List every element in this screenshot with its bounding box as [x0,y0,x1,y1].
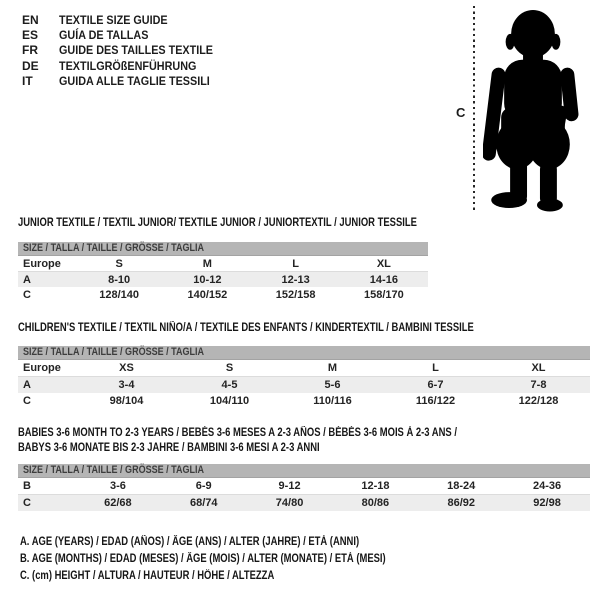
row-label: A [23,379,31,391]
cell-value: 140/152 [187,288,228,301]
language-code: ES [22,28,39,43]
cell-value: 110/116 [313,395,352,407]
language-title: TEXTILE SIZE GUIDE [59,13,168,27]
row-label: C [23,395,31,407]
childrens-textile-table [18,321,590,409]
table-row [18,495,590,512]
cell-value: 122/128 [518,395,559,407]
row-label: A [23,273,31,286]
table-title-line [18,426,590,441]
table-row [18,287,428,302]
cell-value: 80/86 [361,497,390,509]
table-title-text: BABYS 3-6 MONATE BIS 2-3 JAHRE / BAMBINI 3-6 MESI A 2-3 ANNI [18,442,320,454]
cell-value: 7-8 [530,379,547,391]
cell-value: 152/158 [275,288,316,301]
cell-value: 18-24 [447,480,476,492]
language-code: IT [22,73,33,88]
language-title: TEXTILGRÖßENFÜHRUNG [59,58,197,73]
size-header-label: SIZE / TALLA / TAILLE / GRÖSSE / TAGLIA [23,464,205,476]
cell-value: 14-16 [369,273,398,286]
table-title-line [18,321,590,336]
cell-value: M [327,362,338,374]
table-row [18,478,590,495]
table-row [18,377,590,394]
cell-value: 6-9 [195,480,212,492]
cell-value: S [115,257,123,270]
table-title-text: JUNIOR TEXTILE / TEXTIL JUNIOR/ TEXTILE JUNIOR / JUNIORTEXTIL / JUNIOR TESSILE [18,217,417,229]
measure-legend [20,534,466,584]
cell-value: 74/80 [275,497,304,509]
cell-value: 3-6 [109,480,126,492]
cell-value: 98/104 [109,395,144,407]
row-label: C [23,497,31,509]
table-title [18,321,590,336]
cell-value: XL [376,257,391,270]
cell-value: 68/74 [189,497,218,509]
cell-value: 12-13 [281,273,310,286]
size-table [18,478,590,511]
cell-value: 24-36 [533,480,562,492]
legend-line [20,568,466,585]
junior-textile-table [18,216,428,302]
baby-silhouette-image [483,8,583,212]
row-label: B [23,480,31,492]
cell-value: 104/110 [209,395,250,407]
table-title-text: CHILDREN'S TEXTILE / TEXTIL NIÑO/A / TEXTILE DES ENFANTS / KINDERTEXTIL / BAMBINI TESSILE [18,322,474,334]
language-row [22,13,230,28]
cell-value: 5-6 [324,379,341,391]
cell-value: 116/122 [415,395,456,407]
cell-value: 9-12 [278,480,301,492]
language-row [22,28,230,43]
cell-value: 92/98 [533,497,561,509]
size-header-bar [18,242,428,256]
table-title [18,216,428,231]
cell-value: 62/68 [104,497,132,509]
size-header-bar [18,464,590,478]
row-label: Europe [23,257,61,270]
cell-value: L [432,362,439,374]
language-row [22,74,230,89]
language-title: GUIDA ALLE TAGLIE TESSILI [59,73,210,88]
cell-value: 8-10 [108,273,131,286]
table-row [18,360,590,377]
table-row [18,256,428,272]
table-title-text: BABIES 3-6 MONTH TO 2-3 YEARS / BEBÉS 3-6 MESES A 2-3 AÑOS / BÉBÉS 3-6 MOIS À 2-3 ANS / [18,427,457,439]
language-row [22,59,230,74]
language-title: GUIDE DES TAILLES TEXTILE [59,43,214,58]
legend-line [20,551,466,568]
cell-value: S [225,362,234,374]
row-label: Europe [23,362,61,374]
table-title-line [18,216,428,231]
legend-text: A. AGE (YEARS) / EDAD (AÑOS) / ÂGE (ANS) / ALTER (JAHRE) / ETÀ (ANNI) [20,536,360,548]
language-row [22,43,230,58]
table-title [18,426,590,456]
language-title: GUÍA DE TALLAS [59,28,149,43]
legend-line [20,534,466,551]
legend-text: C. (cm) HEIGHT / ALTURA / HAUTEUR / HÖHE / ALTEZZA [20,569,275,582]
row-label: C [23,288,31,301]
cell-value: 86/92 [447,497,475,509]
babies-textile-table [18,426,590,511]
language-code: EN [22,13,39,27]
table-title-line [18,441,590,456]
size-table [18,360,590,409]
cell-value: M [202,257,212,270]
cell-value: L [292,257,299,270]
language-code: DE [22,58,39,73]
height-measure-line [473,6,475,213]
cell-value: 12-18 [361,480,390,492]
height-measure-label: C [456,105,466,120]
table-row [18,393,590,409]
cell-value: 158/170 [363,288,404,301]
legend-text: B. AGE (MONTHS) / EDAD (MESES) / ÂGE (MOIS) / ALTER (MONATE) / ETÀ (MESI) [20,552,386,565]
size-header-label: SIZE / TALLA / TAILLE / GRÖSSE / TAGLIA [23,346,205,358]
cell-value: 10-12 [193,273,222,286]
cell-value: 128/140 [99,288,139,301]
size-header-bar [18,346,590,360]
language-code: FR [22,43,38,58]
cell-value: XS [119,362,134,374]
table-row [18,272,428,288]
language-title-list [22,13,230,89]
cell-value: 3-4 [118,379,135,391]
size-header-label: SIZE / TALLA / TAILLE / GRÖSSE / TAGLIA [23,242,205,254]
cell-value: 4-5 [221,379,238,391]
cell-value: 6-7 [427,379,444,391]
size-table [18,256,428,302]
cell-value: XL [531,362,546,374]
